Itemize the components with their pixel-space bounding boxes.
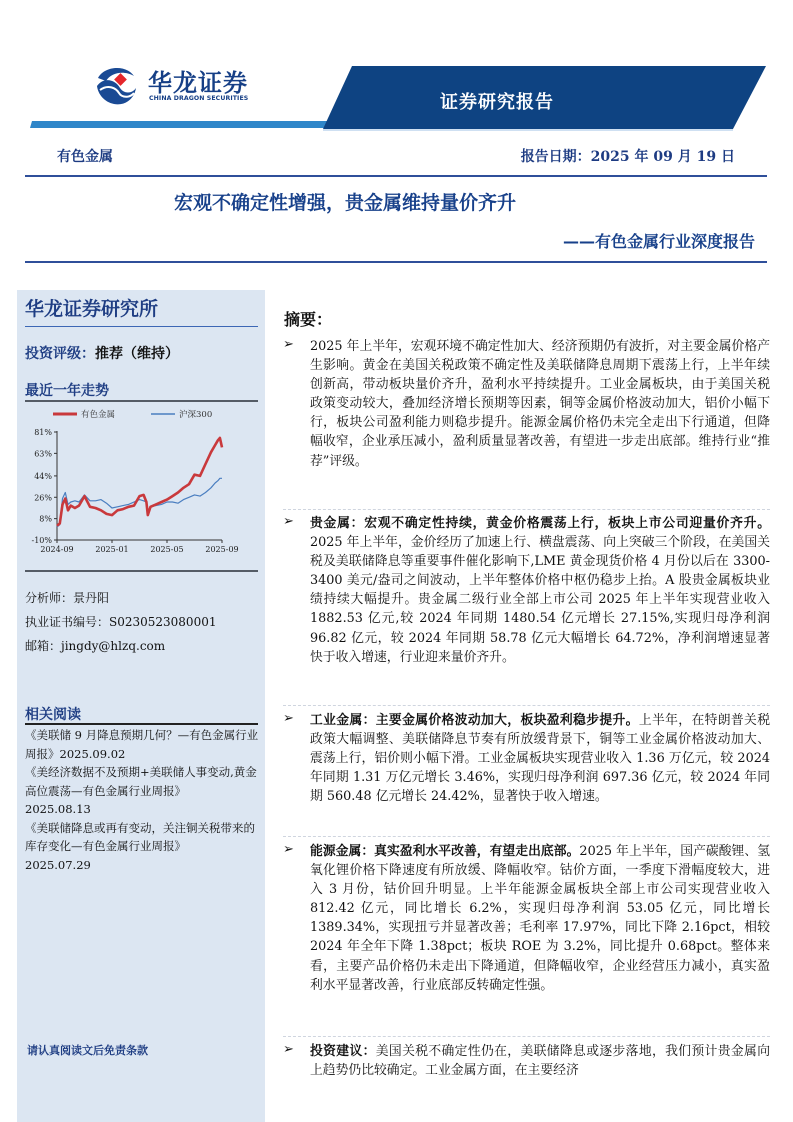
trend-chart	[17, 404, 265, 564]
chart-series	[57, 438, 222, 527]
summary-bullet	[283, 1042, 770, 1080]
logo-chinese-name: 华龙证券	[148, 69, 248, 97]
y-tick-label: 8%	[39, 514, 52, 524]
related-reading-list	[25, 726, 261, 874]
legend-label-hs300: 沪深300	[179, 410, 213, 420]
y-tick-label: 26%	[34, 493, 52, 503]
rating-value: 推荐（维持）	[95, 346, 179, 362]
research-institute: 华龙证券研究所	[25, 298, 159, 320]
series-line-nonferrous-metals	[57, 438, 222, 526]
bullet-text	[310, 514, 770, 667]
industry-tag: 有色金属	[57, 149, 113, 165]
related-item-date: 2025.09.02	[59, 746, 126, 761]
y-tick-label: -10%	[31, 536, 52, 545]
bullet-separator	[283, 509, 770, 510]
summary-heading: 摘要：	[284, 310, 333, 329]
chart-bottom-divider	[25, 570, 258, 572]
bullet-text	[310, 842, 770, 995]
bullet-text	[310, 711, 770, 806]
bullet-lead: 工业金属：主要金属价格波动加大，板块盈利稳步提升。	[310, 713, 639, 728]
x-tick-label: 2024-09	[40, 545, 74, 554]
bullet-text	[310, 337, 770, 471]
bullet-separator	[283, 836, 770, 837]
related-item[interactable]	[25, 763, 261, 819]
bullet-lead: 贵金属：宏观不确定性持续，黄金价格震荡上行，板块上市公司迎量价齐升。	[310, 516, 770, 531]
bullet-body: 2025 年上半年，国产碳酸锂、氢氧化锂价格下降速度有所放缓、降幅收窄。钴价方面，一季度下滑幅度较大，进入 3 月份，钴价回升明显。上半年能源金属板块全部上市公司实现营业收入 812.42 亿元，同比增长 6.2%，实现归母净利润 53.05 亿元，同比增长 1389.34%，实现扭亏并显著改善；毛利率 17.97%，同比下降 2.16pct，相较 2024 年全年下降 1.38pct；板块 ROE 为 3.2%，同比提升 0.68pct。整体来看，主要产品价格仍未走出下降通道，但降幅收窄，企业经营压力减小，真实盈利水平显著改善，行业底部反转确定性强。	[310, 844, 771, 993]
trend-title: 最近一年走势	[25, 383, 109, 399]
x-axis-ticks	[40, 540, 238, 554]
analyst-email[interactable]: 邮箱：jingdy@hlzq.com	[25, 639, 166, 653]
header-divider	[25, 175, 767, 177]
investment-rating	[25, 343, 179, 363]
logo-mark-icon	[94, 62, 138, 106]
bullet-body: 2025 年上半年，金价经历了加速上行、横盘震荡、向上突破三个阶段，在美国关税及美联储降息等重要事件催化影响下,LME 黄金现货价格 4 月份以后在 3300-3400 美元/盎司之间波动，上半年整体价格中枢仍稳步上抬。A 股贵金属板块业绩持续大幅提升。贵金属二级行业全部上市公司 2025 年上半年实现营业收入 1882.53 亿元,较 2024 年同期 1480.54 亿元增长 27.15%,实现归母净利润 96.82 亿元，较 2024 年同期 58.78 亿元大幅增长 64.72%，净利润增速显著快于收入增速，行业迎来量价齐升。	[310, 535, 770, 665]
report-date: 报告日期：2025 年 09 月 19 日	[520, 149, 735, 165]
analyst-name: 分析师：景丹阳	[25, 591, 110, 605]
related-item-date: 2025.08.13	[25, 802, 91, 816]
arrow-bullet-icon: ➢	[283, 1042, 294, 1057]
related-item-title[interactable]: 《美联储 9 月降息预期几何？—有色金属行业周报》	[25, 728, 259, 761]
bullet-text	[310, 1042, 770, 1080]
arrow-bullet-icon: ➢	[283, 711, 294, 726]
rating-label: 投资评级：	[25, 346, 95, 362]
related-item-title[interactable]: 《美联储降息或再有变动，关注铜关税带来的库存变化—有色金属行业周报》	[25, 820, 255, 853]
arrow-bullet-icon: ➢	[283, 842, 294, 857]
related-reading-title: 相关阅读	[25, 707, 81, 723]
x-tick-label: 2025-09	[205, 545, 239, 554]
disclaimer-note[interactable]: 请认真阅读文后免责条款	[27, 1044, 148, 1057]
bullet-body: 美国关税不确定性仍在，美联储降息或逐步落地，我们预计贵金属向上趋势仍比较确定。工业金属方面，在主要经济	[310, 1044, 771, 1079]
y-tick-label: 63%	[34, 449, 52, 459]
summary-bullet	[283, 842, 770, 995]
related-item-title[interactable]: 《美经济数据不及预期+美联储人事变动,黄金高位震荡—有色金属行业周报》	[25, 765, 257, 798]
page-title: 宏观不确定性增强，贵金属维持量价齐升	[174, 192, 517, 214]
page-subtitle: ——有色金属行业深度报告	[562, 232, 755, 251]
bullet-body: 2025 年上半年，宏观环境不确定性加大、经济预期仍有波折，对主要金属价格产生影响。黄金在美国关税政策不确定性及美联储降息周期下震荡上行，上半年续创新高，带动板块量价齐升，盈利水平持续提升。工业金属板块，由于美国关税政策变动较大，叠加经济增长预期等因素，铜等金属价格波动加大，铝价小幅下行，板块公司盈利能力则稳步提升。能源金属价格仍未完全走出下行通道，但降幅收窄，企业承压减小，盈利质量显著改善，有望进一步走出底部。维持行业“推荐”评级。	[310, 339, 770, 469]
arrow-bullet-icon: ➢	[283, 337, 294, 352]
bullet-lead: 投资建议：	[310, 1044, 376, 1059]
related-item[interactable]	[25, 819, 261, 875]
analyst-info	[25, 586, 216, 658]
license-number: 执业证书编号：S0230523080001	[25, 615, 217, 629]
y-axis-ticks	[32, 428, 57, 545]
report-type-label: 证券研究报告	[440, 92, 554, 113]
legend-label-metals: 有色金属	[81, 410, 116, 420]
logo-english-name: CHINA DRAGON SECURITIES	[149, 95, 249, 102]
x-tick-label: 2025-01	[95, 545, 129, 554]
banner-light-stripe	[30, 121, 372, 128]
bullet-separator	[283, 705, 770, 706]
summary-bullet	[283, 337, 770, 471]
bullet-body: 上半年，在特朗普关税政策大幅调整、美联储降息节奏有所放缓背景下，铜等工业金属价格波动加大、震荡上行，铝价则小幅下滑。工业金属板块实现营业收入 1.36 万亿元，较 2024 年同期 1.31 万亿元增长 3.46%，实现归母净利润 697.36 亿元，较 2024 年同期 560.48 亿元增长 24.42%，显著快于收入增速。	[310, 713, 771, 805]
related-item[interactable]	[25, 726, 261, 763]
x-tick-label: 2025-05	[150, 545, 184, 554]
trend-divider	[25, 400, 258, 402]
related-item-date: 2025.07.29	[25, 857, 91, 872]
company-logo	[92, 60, 262, 110]
institute-divider	[25, 326, 258, 327]
y-tick-label: 44%	[34, 471, 52, 481]
sidebar	[17, 290, 265, 1122]
summary-bullet	[283, 711, 770, 806]
arrow-bullet-icon: ➢	[283, 514, 294, 529]
y-tick-label: 81%	[34, 428, 52, 437]
related-divider	[25, 723, 258, 725]
summary-bullet	[283, 514, 770, 667]
chart-legend	[53, 409, 212, 420]
bullet-separator	[283, 1036, 770, 1037]
bullet-lead: 能源金属：真实盈利水平改善，有望走出底部。	[310, 844, 580, 859]
title-divider	[25, 261, 767, 263]
